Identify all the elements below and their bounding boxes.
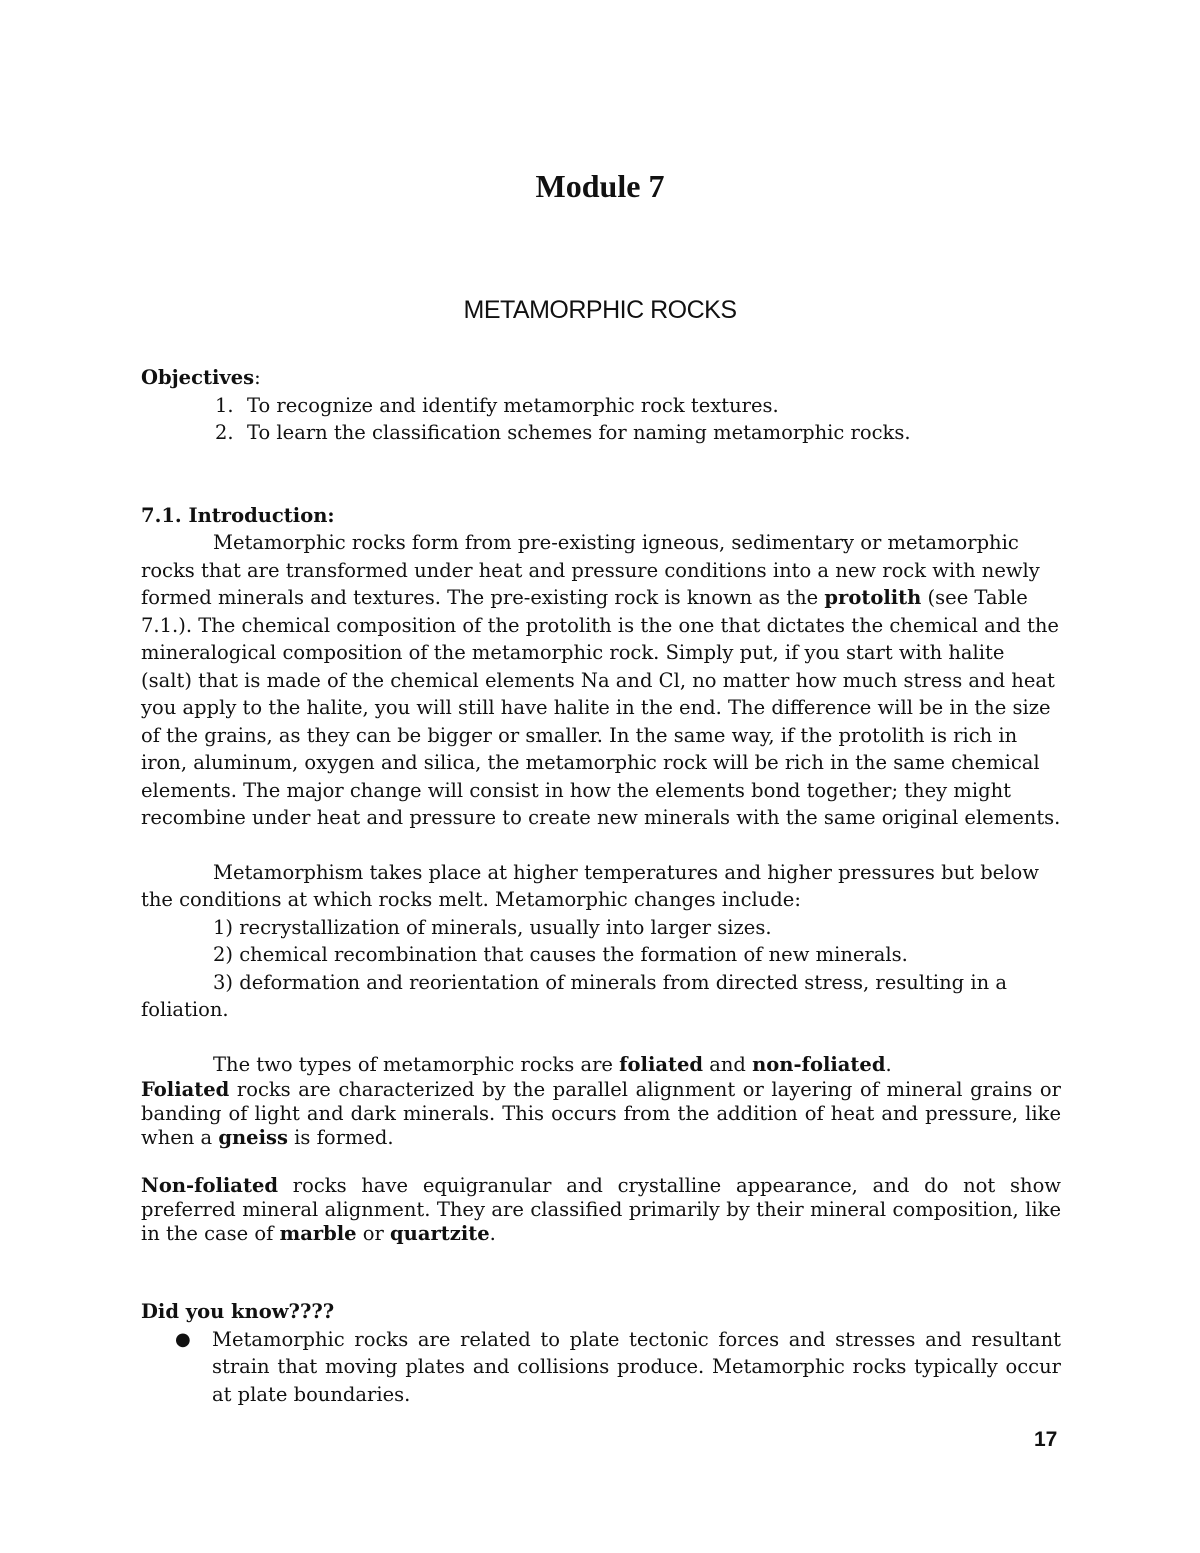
changes-list [141, 914, 1061, 1024]
main-content [141, 364, 1061, 1408]
list-item: 3) deformation and reorientation of minerals from directed stress, resulting in a foliation. [141, 970, 1007, 1021]
objectives-list [141, 392, 1061, 447]
section-title: METAMORPHIC ROCKS [463, 296, 737, 324]
bullet-icon: ● [175, 1328, 191, 1350]
objectives-label: Objectives [141, 366, 255, 389]
list-item: 1) recrystallization of minerals, usually into larger sizes. [213, 915, 772, 939]
types-paragraph: The two types of metamorphic rocks are foliated and non-foliated. [213, 1052, 892, 1076]
list-item: ● Metamorphic rocks are related to plate tectonic forces and stresses and resultant strain that moving plates and collisions produce. Metamorphic rocks typically occur at plate boundaries. [175, 1327, 1061, 1406]
page-number: 17 [1034, 1428, 1058, 1451]
objectives-heading: Objectives: [141, 366, 261, 389]
list-item: 2. To learn the classification schemes for naming metamorphic rocks. [215, 421, 911, 444]
foliated-paragraph: Foliated rocks are characterized by the parallel alignment or layering of mineral grains or banding of light and dark minerals. This occurs from the addition of heat and pressure, like when a gneiss is formed. [141, 1078, 1061, 1149]
list-item: 1. To recognize and identify metamorphic rock textures. [215, 393, 779, 417]
intro-paragraph: Metamorphic rocks form from pre-existing igneous, sedimentary or metamorphic rocks that are transformed under heat and pressure conditions into a new rock with newly formed minerals and textures. The pre-existing rock is known as the protolith (see Table 7.1.). The chemical composition of the protolith is the one that dictates the chemical and the mineralogical composition of the metamorphic rock. Simply put, if you start with halite (salt) that is made of the chemical elements Na and Cl, no matter how much stress and heat you apply to the halite, you will still have halite in the end. The difference will be in the size of the grains, as they can be bigger or smaller. In the same way, if the protolith is rich in iron, aluminum, oxygen and silica, the metamorphic rock will be rich in the same chemical elements. The major change will consist in how the elements bond together; they might recombine under heat and pressure to create new minerals with the same original elements. [141, 531, 1061, 829]
did-you-know-list [141, 1326, 1061, 1409]
module-title: Module 7 [535, 168, 665, 204]
nonfoliated-paragraph: Non-foliated rocks have equigranular and crystalline appearance, and do not show preferred mineral alignment. They are classified primarily by their mineral composition, like in the case of marble or quartzite. [141, 1174, 1061, 1245]
intro-heading: 7.1. Introduction: [141, 503, 335, 527]
list-item: 2) chemical recombination that causes the formation of new minerals. [213, 943, 908, 966]
did-you-know-heading: Did you know???? [141, 1300, 335, 1323]
metamorphism-paragraph: Metamorphism takes place at higher temperatures and higher pressures but below the conditions at which rocks melt. Metamorphic changes include: [141, 860, 1039, 911]
